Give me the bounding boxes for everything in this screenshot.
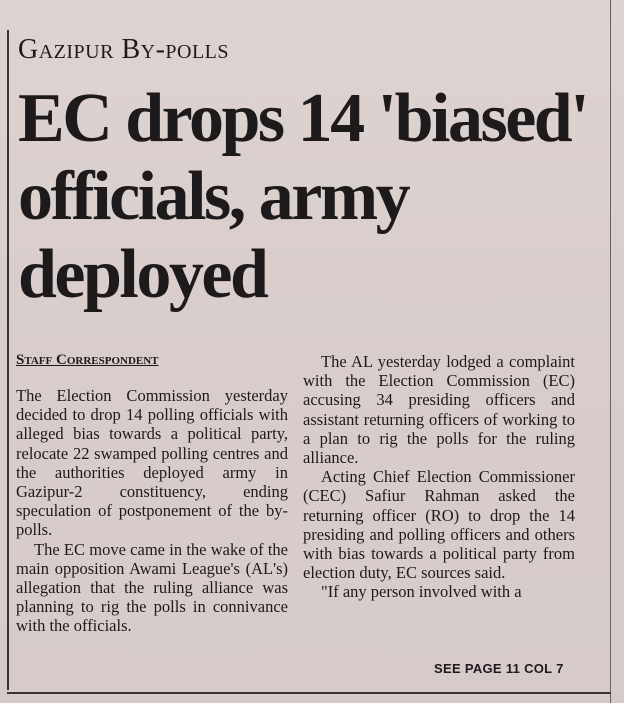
- paragraph: Acting Chief Election Commissioner (CEC) Safiur Rahman asked the returning officer (RO) to drop the 14 presiding and polling officers and others with bias towards a political party from election duty, EC sources said.: [303, 467, 575, 583]
- byline: Staff Correspondent: [16, 352, 159, 368]
- paragraph: The Election Commission yesterday decided to drop 14 polling officials with alleged bias towards a political party, relocate 22 swamped polling centres and the authorities deployed army in Gazipur-2 constituency, ending speculation of postponement of the by-polls.: [16, 386, 288, 540]
- article-column-left: [16, 386, 288, 636]
- headline: EC drops 14 'biased' officials, army deployed: [18, 80, 588, 313]
- article-column-right: [303, 352, 575, 602]
- bottom-rule: [7, 692, 611, 694]
- paragraph: The EC move came in the wake of the main opposition Awami League's (AL's) allegation that the ruling alliance was planning to rig the polls in connivance with the officials.: [16, 539, 288, 636]
- kicker: Gazipur By-polls: [18, 34, 230, 65]
- left-column-rule: [7, 30, 9, 690]
- continuation-reference: SEE PAGE 11 COL 7: [434, 661, 564, 676]
- paragraph: The AL yesterday lodged a complaint with the Election Commission (EC) accusing 34 presiding officers and assistant returning officers of working to a plan to rig the polls for the ruling alliance.: [303, 352, 575, 468]
- right-edge-rule: [610, 0, 611, 703]
- paragraph: "If any person involved with a: [321, 582, 522, 602]
